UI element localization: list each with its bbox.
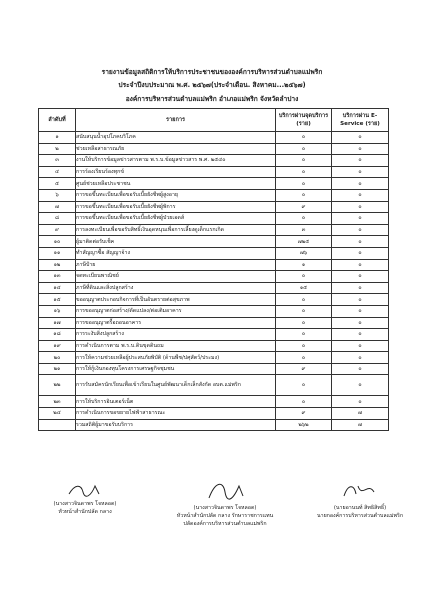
row-number: ๑๓ (39, 271, 76, 283)
row-eservice-value: ๐ (332, 236, 389, 248)
total-counter: ๒๖๒ (276, 419, 332, 431)
row-number: ๑๔ (39, 282, 76, 294)
report-period: ประจำปีงบประมาณ พ.ศ. ๒๕๖๗(ประจำเดือน. สิงหาคม...๒๕๖๗) (118, 81, 306, 89)
row-number: ๖ (39, 189, 76, 201)
row-number: ๑๒ (39, 259, 76, 271)
row-item: ผู้มาติดต่อรับเช็ค (76, 236, 276, 248)
row-eservice-value: ๐ (332, 352, 389, 364)
row-eservice-value: ๐ (332, 317, 389, 329)
header-counter-service: บริการผ่านจุดบริการ (ราย) (276, 109, 332, 132)
signature-block-middle (140, 476, 310, 528)
signature-mark-right (300, 476, 420, 504)
row-counter-value: ๐ (276, 396, 332, 408)
row-item: การให้บริการอินเตอร์เน็ต (76, 396, 276, 408)
row-eservice-value: ๐ (332, 259, 389, 271)
report-organization: องค์การบริหารส่วนตำบลแม่พริก อำเภอแม่พริก จังหวัดลำปาง (125, 95, 299, 103)
row-eservice-value: ๐ (332, 166, 389, 178)
row-counter-value: ๙ (276, 201, 332, 213)
row-counter-value: ๐ (276, 305, 332, 317)
row-number: ๑ (39, 132, 76, 144)
row-counter-value: ๙ (276, 408, 332, 420)
row-number: ๒ (39, 143, 76, 155)
row-item: การขอขึ้นทะเบียนเพื่อขอรับเบี้ยยังชีพผู้พิการ (76, 201, 276, 213)
row-eservice-value: ๐ (332, 305, 389, 317)
table-row (39, 143, 389, 155)
signature-block-right (300, 476, 420, 520)
table-row (39, 340, 389, 352)
signature-mark-middle (140, 476, 310, 504)
table-row (39, 294, 389, 306)
table-row (39, 155, 389, 167)
row-number: ๘ (39, 213, 76, 225)
row-item: ขออนุญาตประกอบกิจการที่เป็นอันตรายต่อสุขภาพ (76, 294, 276, 306)
row-item: สนับสนุนน้ำอุปโภคบริโภค (76, 132, 276, 144)
table-row (39, 247, 389, 259)
row-counter-value: ๐ (276, 132, 332, 144)
total-label: รวมสถิติผู้มาขอรับบริการ (76, 419, 276, 431)
signature-right-title: นายกองค์การบริหารส่วนตำบลแม่พริก (316, 513, 404, 519)
row-eservice-value: ๐ (332, 189, 389, 201)
row-counter-value: ๐ (276, 271, 332, 283)
row-item: การขออนุญาตรื้อถอนอาคาร (76, 317, 276, 329)
row-counter-value: ๐ (276, 375, 332, 396)
row-item: การลงทะเบียนเพื่อขอรับสิทธิ์เงินอุดหนุนเพื่อการเลี้ยงดูเด็กแรกเกิด (76, 224, 276, 236)
row-counter-value: ๐ (276, 294, 332, 306)
table-row (39, 236, 389, 248)
row-counter-value: ๙ (276, 363, 332, 375)
row-item: จดทะเบียนพาณิชย์ (76, 271, 276, 283)
row-number: ๒๓ (39, 396, 76, 408)
row-number: ๑๙ (39, 340, 76, 352)
table-row (39, 408, 389, 420)
row-item: การให้กู้เงินกองทุนโครงการเศรษฐกิจชุมชน (76, 363, 276, 375)
table-row (39, 259, 389, 271)
row-counter-value: ๐ (276, 166, 332, 178)
header-item: รายการ (76, 109, 276, 132)
row-counter-value: ๐ (276, 317, 332, 329)
row-item: ช่วยเหลือสาธารณภัย (76, 143, 276, 155)
row-counter-value: ๐ (276, 143, 332, 155)
table-total-row (39, 419, 389, 431)
row-number: ๒๔ (39, 408, 76, 420)
table-row (39, 305, 389, 317)
row-eservice-value: ๐ (332, 132, 389, 144)
row-counter-value: ๐ (276, 189, 332, 201)
row-number: ๓ (39, 155, 76, 167)
row-eservice-value: ๐ (332, 271, 389, 283)
table-row (39, 166, 389, 178)
row-counter-value: ๐ (276, 329, 332, 341)
row-eservice-value: ๐ (332, 282, 389, 294)
row-eservice-value: ๐ (332, 247, 389, 259)
table-row (39, 352, 389, 364)
table-row (39, 213, 389, 225)
row-item: การระงับสิ่งปลูกสร้าง (76, 329, 276, 341)
row-item: การให้ความช่วยเหลือผู้ประสบภัยพิบัติ (ด้านพืช/ปศุสัตว์/ประมง) (76, 352, 276, 364)
row-number: ๒๒ (39, 375, 76, 396)
header-eservice: บริการผ่าน E-Service (ราย) (332, 109, 389, 132)
table-row (39, 178, 389, 190)
row-counter-value: ๐ (276, 340, 332, 352)
row-number: ๑๑ (39, 247, 76, 259)
row-eservice-value: ๐ (332, 143, 389, 155)
row-counter-value: ๓ (276, 224, 332, 236)
row-counter-value: ๐ (276, 155, 332, 167)
signature-mark-left (30, 480, 140, 500)
signature-middle-name: (นางสาวจินดาพร โจหลอด) (193, 505, 257, 511)
table-row (39, 271, 389, 283)
row-counter-value: ๐ (276, 178, 332, 190)
row-number: ๗ (39, 201, 76, 213)
table-row (39, 363, 389, 375)
signature-left-title: หัวหน้าสำนักปลัด กลาง (58, 509, 112, 515)
row-eservice-value: ๐ (332, 363, 389, 375)
row-counter-value: ๑๕ (276, 282, 332, 294)
statistics-table (38, 108, 389, 431)
row-counter-value: ๑ (276, 259, 332, 271)
row-item: ทำสัญญาซื้อ สัญญาจ้าง (76, 247, 276, 259)
row-eservice-value: ๐ (332, 224, 389, 236)
table-row (39, 396, 389, 408)
table-row (39, 224, 389, 236)
row-eservice-value: ๐ (332, 340, 389, 352)
row-item: ภาษีที่ดินและสิ่งปลูกสร้าง (76, 282, 276, 294)
row-item: ศูนย์ช่วยเหลือประชาชน (76, 178, 276, 190)
row-eservice-value: ๐ (332, 213, 389, 225)
table-row (39, 201, 389, 213)
table-row (39, 329, 389, 341)
signature-right-name: (นายอานนท์ สิทธิสิทธิ์) (333, 505, 387, 511)
row-counter-value: ๐ (276, 352, 332, 364)
total-eservice: ๗ (332, 419, 389, 431)
signature-middle-title1: หัวหน้าสำนักปลัด กลาง รักษาราชการแทน (176, 513, 274, 519)
row-number: ๙ (39, 224, 76, 236)
row-number: ๑๖ (39, 305, 76, 317)
row-item: การขอขึ้นทะเบียนเพื่อขอรับเบี้ยยังชีพผู้ป่วยเอดส์ (76, 213, 276, 225)
row-number: ๕ (39, 178, 76, 190)
row-counter-value: ๗๖ (276, 247, 332, 259)
row-eservice-value: ๐ (332, 178, 389, 190)
table-row (39, 375, 389, 396)
signature-block-left (30, 480, 140, 516)
row-eservice-value: ๐ (332, 201, 389, 213)
table-row (39, 317, 389, 329)
row-item: การดำเนินการขอขยายไฟฟ้าสาธารณะ (76, 408, 276, 420)
table-body (39, 132, 389, 431)
table-row (39, 189, 389, 201)
row-eservice-value: ๐ (332, 375, 389, 396)
table-header-row (39, 109, 389, 132)
row-item: การรับสมัครนักเรียนเพื่อเข้าเรียนในศูนย์พัฒนาเด็กเล็กสังกัด อบต.แม่พริก (76, 375, 276, 396)
row-counter-value: ๐ (276, 213, 332, 225)
row-item: การร้องเรียนร้องทุกข์ (76, 166, 276, 178)
row-eservice-value: ๐ (332, 396, 389, 408)
row-number: ๑๘ (39, 329, 76, 341)
row-number: ๒๐ (39, 352, 76, 364)
row-number: ๑๕ (39, 294, 76, 306)
row-number: ๑๗ (39, 317, 76, 329)
row-item: การขออนุญาตก่อสร้าง/ดัดแปลง/ต่อเติมอาคาร (76, 305, 276, 317)
row-item: งานให้บริการข้อมูลข่าวสารตาม พ.ร.บ.ข้อมูลข่าวสาร พ.ศ. ๒๕๔๐ (76, 155, 276, 167)
row-item: ภาษีป้าย (76, 259, 276, 271)
header-no: ลำดับที่ (39, 109, 76, 132)
table-row (39, 282, 389, 294)
row-eservice-value: ๐ (332, 155, 389, 167)
row-number: ๒๑ (39, 363, 76, 375)
signature-left-name: (นางสาวจินดาพร โจหลอด) (53, 501, 117, 507)
table-row (39, 132, 389, 144)
row-number: ๔ (39, 166, 76, 178)
row-eservice-value: ๐ (332, 329, 389, 341)
row-number: ๑๐ (39, 236, 76, 248)
row-item: การขอขึ้นทะเบียนเพื่อขอรับเบี้ยยังชีพผู้สูงอายุ (76, 189, 276, 201)
row-eservice-value: ๗ (332, 408, 389, 420)
total-spacer (39, 419, 76, 431)
row-eservice-value: ๐ (332, 294, 389, 306)
row-item: การดำเนินการตาม พ.ร.บ.ดินขุดดินถม (76, 340, 276, 352)
signature-middle-title2: ปลัดองค์การบริหารส่วนตำบลแม่พริก (183, 521, 267, 527)
report-title: รายงานข้อมูลสถิติการให้บริการประชาชนขององค์การบริหารส่วนตำบลแม่พริก (101, 68, 323, 76)
row-counter-value: ๗๒๕ (276, 236, 332, 248)
